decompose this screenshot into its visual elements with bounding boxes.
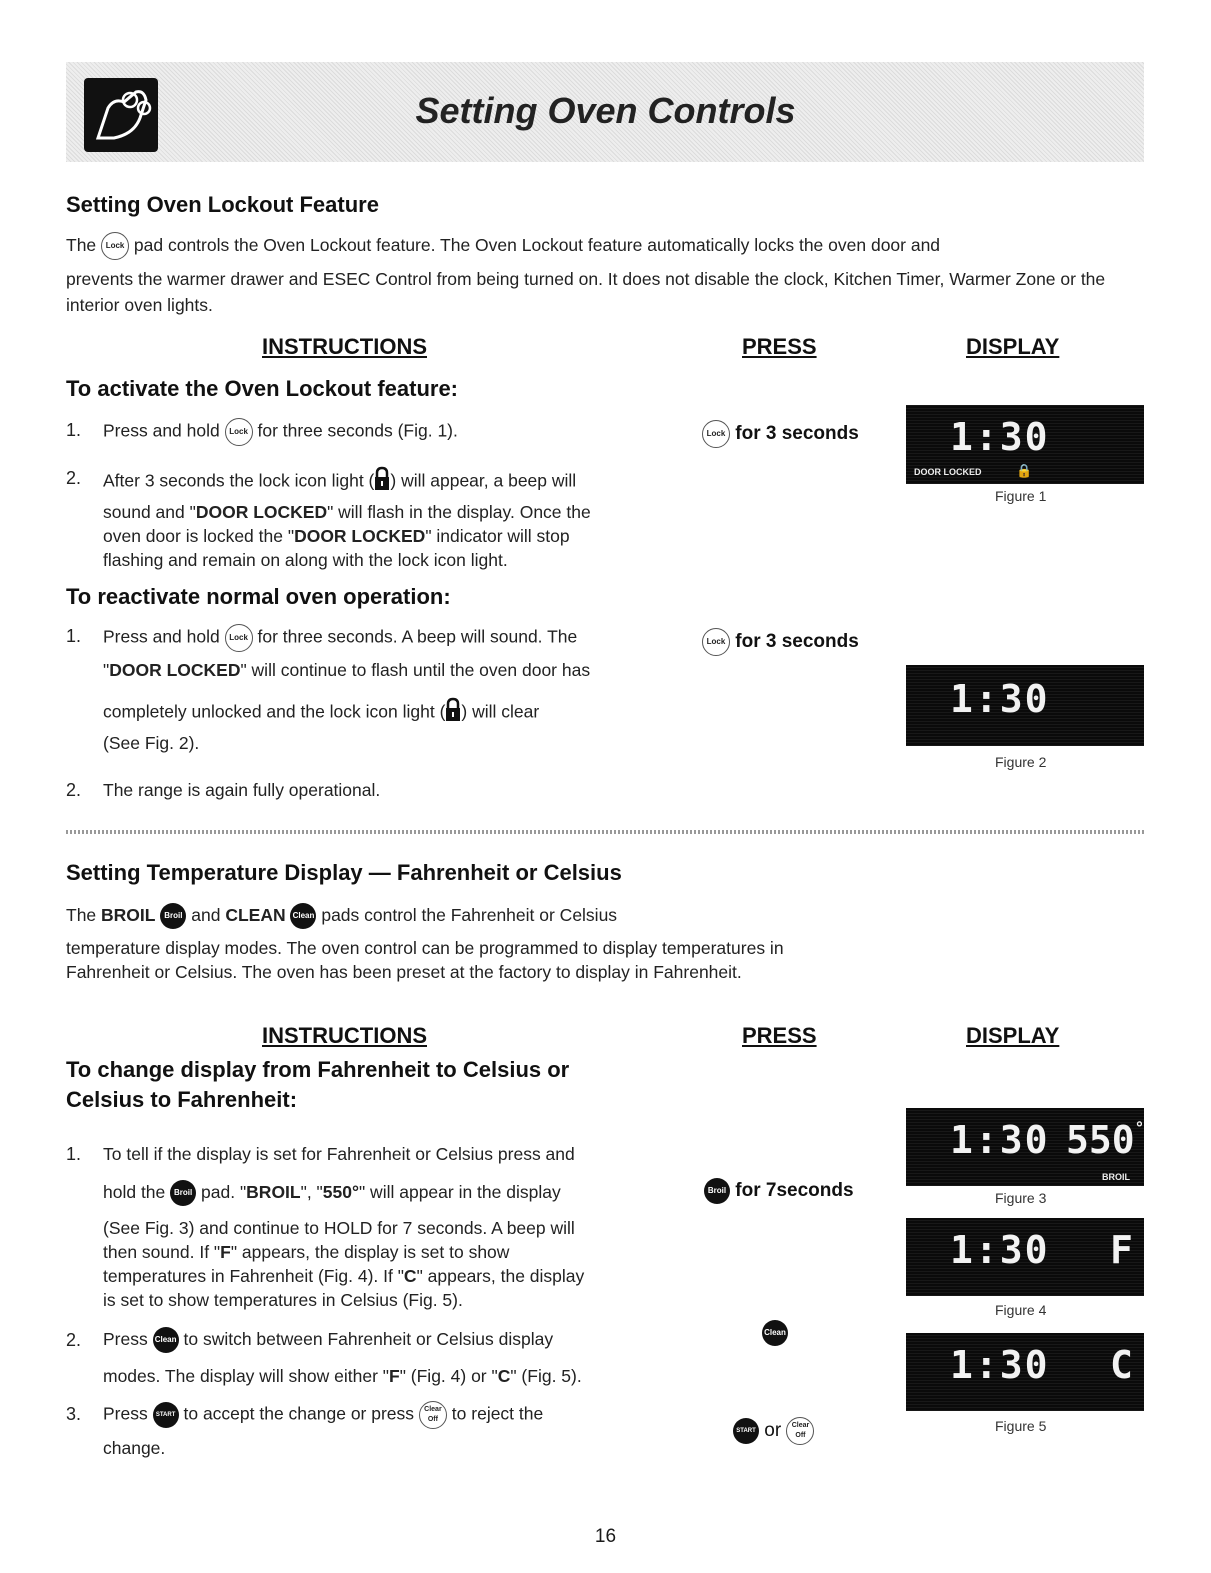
- col-press: PRESS: [742, 334, 817, 359]
- activate-step-2: After 3 seconds the lock icon light ( ) will appear, a beep will: [103, 466, 683, 498]
- reactivate-step-1: Press and hold Lock for three seconds. A beep will sound. The: [103, 624, 683, 652]
- press-lock-3s-reactivate: Lock for 3 seconds: [702, 628, 859, 656]
- page-title: Setting Oven Controls: [415, 90, 796, 131]
- clean-pad-icon: Clean: [290, 903, 316, 929]
- temperature-intro-line1: The BROIL Broil and CLEAN Clean pads control the Fahrenheit or Celsius: [66, 902, 1146, 929]
- page-number: 16: [594, 1526, 617, 1547]
- start-pad-icon: START: [153, 1402, 179, 1428]
- display-figure-1: [906, 405, 1144, 484]
- display-figure-3: [906, 1108, 1144, 1186]
- display-time: 1:30: [950, 415, 1050, 459]
- change-step-2-line2: modes. The display will show either "F" (Fig. 4) or "C" (Fig. 5).: [103, 1366, 582, 1386]
- reactivate-step-1-line3: completely unlocked and the lock icon light ( ) will clear: [103, 697, 539, 729]
- change-step-3-line2: change.: [103, 1438, 166, 1458]
- clear-off-pad-icon: Clear Off: [419, 1401, 447, 1429]
- press-lock-3s: Lock for 3 seconds: [702, 420, 859, 448]
- section-title-lockout: Setting Oven Lockout Feature: [66, 192, 379, 217]
- change-title-line2: Celsius to Fahrenheit:: [66, 1087, 298, 1112]
- press-clean: [762, 1320, 788, 1346]
- display-time: 1:30: [950, 1118, 1050, 1162]
- col-instructions: INSTRUCTIONS: [262, 334, 427, 359]
- col-display: DISPLAY: [966, 1023, 1060, 1048]
- change-step-2-line1: Press Clean to switch between Fahrenheit or Celsius display: [103, 1327, 553, 1353]
- activate-step-2-details: sound and "DOOR LOCKED" will flash in the display. Once the oven door is locked the "DOOR LOCKED" indicator will stop flashing and remain on along with the lock icon light.: [103, 502, 591, 570]
- lock-icon: [445, 697, 461, 729]
- change-step-1-line2: hold the Broil pad. "BROIL", "550°" will appear in the display: [103, 1180, 561, 1206]
- clean-pad-icon: Clean: [762, 1320, 788, 1346]
- reactivate-step-2: The range is again fully operational.: [103, 780, 381, 800]
- figure-caption: Figure 1: [995, 488, 1047, 504]
- reactivate-step-1-line4: (See Fig. 2).: [103, 733, 200, 753]
- broil-pad-icon: Broil: [170, 1180, 196, 1206]
- change-step-1-line1: To tell if the display is set for Fahrenheit or Celsius press and: [103, 1144, 575, 1164]
- clean-pad-icon: Clean: [153, 1327, 179, 1353]
- step-number: 2.: [66, 780, 82, 800]
- col-display: DISPLAY: [966, 334, 1060, 359]
- display-time: 1:30: [950, 677, 1050, 721]
- start-pad-icon: START: [733, 1418, 759, 1444]
- step-number: 3.: [66, 1404, 82, 1424]
- activate-title: To activate the Oven Lockout feature:: [66, 376, 459, 401]
- change-step-3-line1: Press START to accept the change or press Clear Off to reject the: [103, 1401, 543, 1429]
- broil-indicator: BROIL: [1102, 1172, 1130, 1182]
- step-number: 1.: [66, 420, 82, 440]
- section-title-temperature: Setting Temperature Display — Fahrenheit or Celsius: [66, 860, 622, 885]
- clear-off-pad-icon: Clear Off: [786, 1417, 814, 1445]
- lockout-intro-line1: The Lock pad controls the Oven Lockout feature. The Oven Lockout feature automatically locks the oven door and: [66, 232, 1146, 260]
- lock-pad-icon: Lock: [225, 418, 253, 446]
- step-number: 2.: [66, 468, 82, 488]
- lock-pad-icon: Lock: [702, 628, 730, 656]
- lock-indicator-icon: 🔒: [1016, 463, 1033, 478]
- display-figure-5: [906, 1333, 1144, 1411]
- display-figure-2: [906, 665, 1144, 746]
- temperature-intro-rest: temperature display modes. The oven control can be programmed to display temperatures in Fahrenheit or Celsius. The oven has been preset at the factory to display in Fahrenheit.: [66, 938, 784, 982]
- figure-caption: Figure 4: [995, 1302, 1047, 1318]
- press-broil-7s: Broil for 7seconds: [704, 1178, 854, 1204]
- activate-step-1: Press and hold Lock for three seconds (Fig. 1).: [103, 418, 458, 446]
- broil-pad-icon: Broil: [704, 1178, 730, 1204]
- reactivate-title: To reactivate normal oven operation:: [66, 584, 451, 609]
- display-time: 1:30: [950, 1343, 1050, 1387]
- change-title-line1: To change display from Fahrenheit to Celsius or: [66, 1057, 570, 1082]
- door-locked-indicator: DOOR LOCKED: [914, 467, 982, 477]
- step-number: 2.: [66, 1330, 82, 1350]
- step-number: 1.: [66, 626, 82, 646]
- display-time: 1:30: [950, 1228, 1050, 1272]
- step-number: 1.: [66, 1144, 82, 1164]
- figure-caption: Figure 2: [995, 754, 1047, 770]
- display-unit: C: [1110, 1343, 1133, 1387]
- lock-pad-icon: Lock: [702, 420, 730, 448]
- lock-pad-icon: Lock: [225, 624, 253, 652]
- figure-caption: Figure 3: [995, 1190, 1047, 1206]
- reactivate-step-1-line2: "DOOR LOCKED" will continue to flash until the oven door has: [103, 660, 591, 680]
- lockout-intro-rest: prevents the warmer drawer and ESEC Control from being turned on. It does not disable the clock, Kitchen Timer, Warmer Zone or the interior oven lights.: [66, 269, 1106, 315]
- col-instructions: INSTRUCTIONS: [262, 1023, 427, 1048]
- broil-pad-icon: Broil: [160, 903, 186, 929]
- col-press: PRESS: [742, 1023, 817, 1048]
- figure-caption: Figure 5: [995, 1418, 1047, 1434]
- lock-pad-icon: Lock: [101, 232, 129, 260]
- section-divider: [66, 830, 1144, 834]
- press-start-or-clear: START or Clear Off: [733, 1417, 814, 1445]
- display-temperature: 550°: [1066, 1118, 1145, 1162]
- change-step-1-details: (See Fig. 3) and continue to HOLD for 7 seconds. A beep will then sound. If "F" appears, the display is set to show temperatures in Fahrenheit (Fig. 4). If "C" appears, the display is set to show temperatures in Celsius (Fig. 5).: [103, 1218, 585, 1310]
- display-figure-4: [906, 1218, 1144, 1296]
- lock-icon: [374, 466, 390, 498]
- display-unit: F: [1110, 1228, 1133, 1272]
